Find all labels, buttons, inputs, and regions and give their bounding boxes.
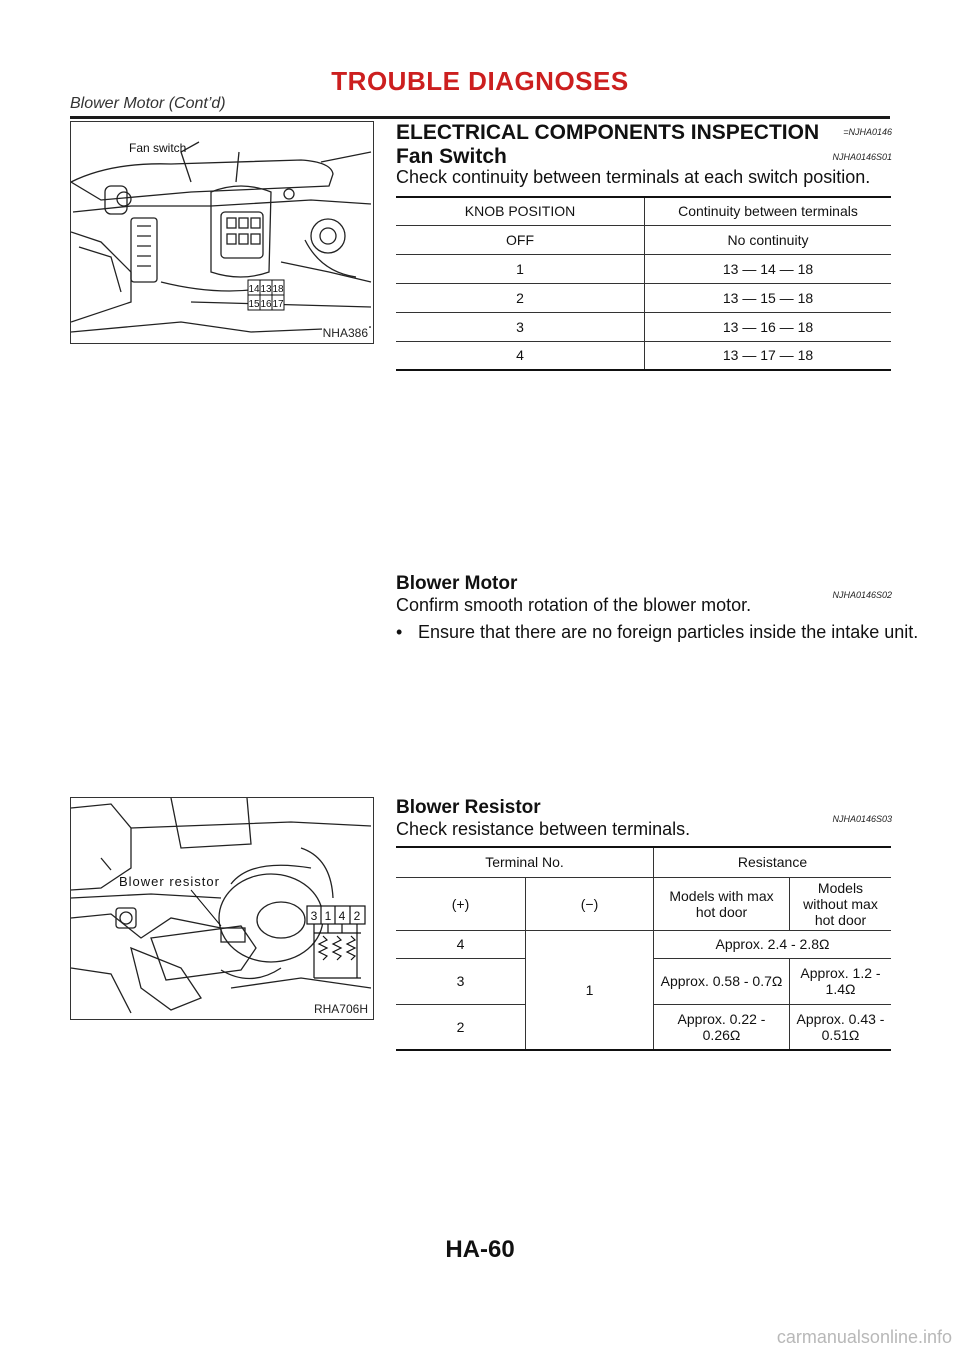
blower-resistor-table xyxy=(396,846,891,1051)
fan-switch-instruction: Check continuity between terminals at each switch position. xyxy=(396,167,871,187)
terminal-label: 13 xyxy=(260,284,272,295)
blower-resistor-instruction: Check resistance between terminals. xyxy=(396,819,691,839)
table-cell: 13 — 14 — 18 xyxy=(645,254,892,283)
bullet-text: Ensure that there are no foreign particles inside the intake unit. xyxy=(418,622,919,642)
terminal-label: 15 xyxy=(248,299,260,310)
table-cell: Approx. 2.4 - 2.8Ω xyxy=(654,930,892,958)
table-cell: 1 xyxy=(396,254,645,283)
blower-resistor-figure xyxy=(70,797,374,1020)
table-cell: 13 — 16 — 18 xyxy=(645,312,892,341)
terminal-label: 1 xyxy=(324,909,332,923)
table-header: Models with max hot door xyxy=(654,877,790,930)
table-header: Continuity between terminals xyxy=(645,197,892,225)
table-cell: Approx. 1.2 - 1.4Ω xyxy=(790,958,892,1004)
table-cell: Approx. 0.22 - 0.26Ω xyxy=(654,1004,790,1050)
page-title: TROUBLE DIAGNOSES xyxy=(331,66,629,96)
fan-switch-ref: NJHA0146S01 xyxy=(832,152,892,162)
page-number: HA-60 xyxy=(445,1236,515,1263)
table-header: (+) xyxy=(396,877,526,930)
blower-motor-instruction: Confirm smooth rotation of the blower motor. xyxy=(396,595,752,615)
table-cell: 2 xyxy=(396,1004,526,1050)
section-heading: ELECTRICAL COMPONENTS INSPECTION xyxy=(396,121,820,144)
blower-resistor-illustration xyxy=(71,798,373,1019)
table-header: (−) xyxy=(526,877,654,930)
table-cell: 4 xyxy=(396,930,526,958)
terminal-label: 3 xyxy=(310,909,318,923)
table-cell: 13 — 15 — 18 xyxy=(645,283,892,312)
table-cell: 3 xyxy=(396,312,645,341)
fan-switch-heading: Fan Switch xyxy=(396,145,507,168)
blower-resistor-heading: Blower Resistor xyxy=(396,797,541,818)
terminal-label: 16 xyxy=(260,299,272,310)
table-cell: 2 xyxy=(396,283,645,312)
table-header: KNOB POSITION xyxy=(396,197,645,225)
fan-switch-callout: Fan switch xyxy=(129,141,187,155)
table-header: Models without max hot door xyxy=(790,877,892,930)
table-cell: 4 xyxy=(396,341,645,370)
blower-resistor-callout: Blower resistor xyxy=(119,874,220,889)
terminal-label: 14 xyxy=(248,284,260,295)
table-header: Resistance xyxy=(654,847,892,877)
blower-motor-heading: Blower Motor xyxy=(396,573,518,594)
header-divider xyxy=(70,116,890,119)
fan-switch-illustration xyxy=(71,122,373,343)
table-cell: Approx. 0.43 - 0.51Ω xyxy=(790,1004,892,1050)
terminal-label: 2 xyxy=(353,909,361,923)
section-ref: =NJHA0146 xyxy=(843,127,892,137)
fan-switch-figure xyxy=(70,121,374,344)
figure-code: NHA386 xyxy=(322,326,368,340)
page-subtitle: Blower Motor (Cont’d) xyxy=(70,95,226,112)
bullet-icon: • xyxy=(396,622,403,642)
table-cell: Approx. 0.58 - 0.7Ω xyxy=(654,958,790,1004)
blower-resistor-ref: NJHA0146S03 xyxy=(832,814,892,824)
watermark: carmanualsonline.info xyxy=(776,1327,952,1347)
terminal-label: 4 xyxy=(338,909,346,923)
table-header: Terminal No. xyxy=(396,847,654,877)
table-cell: No continuity xyxy=(645,225,892,254)
table-cell: 1 xyxy=(526,930,654,1050)
figure-code: RHA706H xyxy=(313,1002,368,1016)
blower-motor-bullet xyxy=(396,622,918,643)
table-cell: 3 xyxy=(396,958,526,1004)
terminal-label: 18 xyxy=(272,284,284,295)
terminal-label: 17 xyxy=(272,299,284,310)
fan-switch-table xyxy=(396,196,891,371)
blower-motor-ref: NJHA0146S02 xyxy=(832,590,892,600)
table-cell: 13 — 17 — 18 xyxy=(645,341,892,370)
table-cell: OFF xyxy=(396,225,645,254)
